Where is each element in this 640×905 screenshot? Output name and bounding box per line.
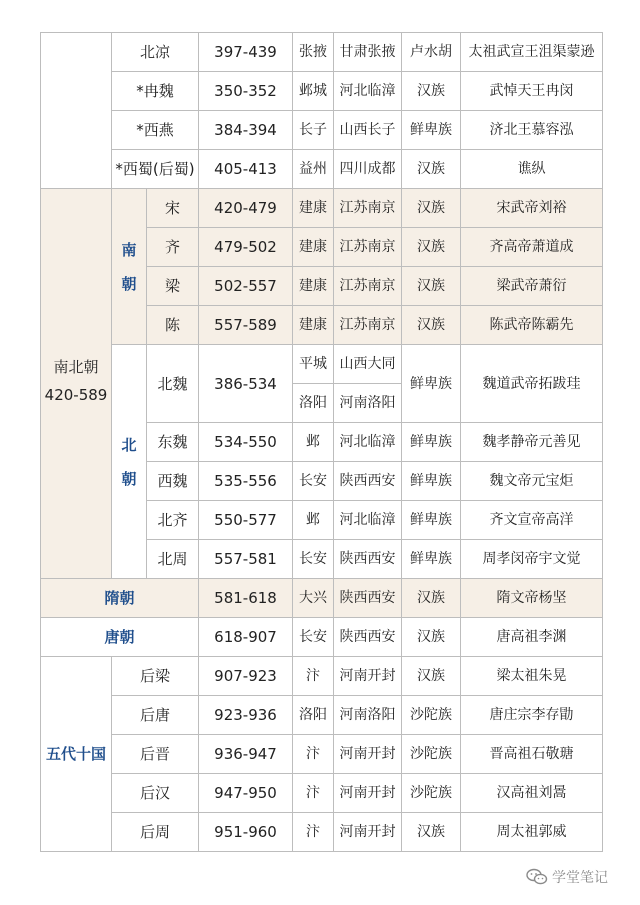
subperiod-char: 南 bbox=[121, 240, 137, 259]
founder: 武悼天王冉闵 bbox=[461, 72, 603, 111]
capital: 建康 bbox=[293, 267, 334, 306]
location: 山西长子 bbox=[334, 111, 402, 150]
capital: 汴 bbox=[293, 774, 334, 813]
ethnicity: 汉族 bbox=[402, 618, 461, 657]
subperiod-char: 北 bbox=[121, 435, 137, 454]
period-nanbeichao bbox=[41, 189, 112, 579]
ethnicity: 沙陀族 bbox=[402, 774, 461, 813]
capital: 邺 bbox=[293, 423, 334, 462]
dynasty-name: *冉魏 bbox=[112, 72, 199, 111]
years: 557-589 bbox=[199, 306, 293, 345]
founder: 汉高祖刘暠 bbox=[461, 774, 603, 813]
location: 山西大同 bbox=[334, 345, 402, 384]
dynasty-name: 东魏 bbox=[147, 423, 199, 462]
founder: 周太祖郭威 bbox=[461, 813, 603, 852]
dynasty-name: 宋 bbox=[147, 189, 199, 228]
capital: 建康 bbox=[293, 228, 334, 267]
location: 河北临漳 bbox=[334, 501, 402, 540]
table-row bbox=[41, 111, 603, 150]
watermark-text: 学堂笔记 bbox=[552, 870, 608, 886]
ethnicity: 汉族 bbox=[402, 228, 461, 267]
capital: 洛阳 bbox=[293, 384, 334, 423]
location: 江苏南京 bbox=[334, 189, 402, 228]
ethnicity: 沙陀族 bbox=[402, 696, 461, 735]
ethnicity: 汉族 bbox=[402, 150, 461, 189]
table-row bbox=[41, 735, 603, 774]
ethnicity: 鲜卑族 bbox=[402, 111, 461, 150]
founder: 晋高祖石敬瑭 bbox=[461, 735, 603, 774]
dynasty-table bbox=[40, 32, 603, 852]
subperiod-nanchao bbox=[112, 189, 147, 345]
ethnicity: 汉族 bbox=[402, 306, 461, 345]
years: 384-394 bbox=[199, 111, 293, 150]
ethnicity: 汉族 bbox=[402, 657, 461, 696]
dynasty-name: 后汉 bbox=[112, 774, 199, 813]
ethnicity: 鲜卑族 bbox=[402, 423, 461, 462]
years: 923-936 bbox=[199, 696, 293, 735]
subperiod-beichao bbox=[112, 345, 147, 579]
founder: 谯纵 bbox=[461, 150, 603, 189]
ethnicity: 鲜卑族 bbox=[402, 462, 461, 501]
ethnicity: 卢水胡 bbox=[402, 33, 461, 72]
capital: 汴 bbox=[293, 657, 334, 696]
years: 951-960 bbox=[199, 813, 293, 852]
location: 河南开封 bbox=[334, 657, 402, 696]
table-row bbox=[41, 657, 603, 696]
capital: 益州 bbox=[293, 150, 334, 189]
dynasty-name: 齐 bbox=[147, 228, 199, 267]
years: 535-556 bbox=[199, 462, 293, 501]
period-cell-blank bbox=[41, 33, 112, 189]
location: 河北临漳 bbox=[334, 72, 402, 111]
ethnicity: 鲜卑族 bbox=[402, 540, 461, 579]
dynasty-name: *西燕 bbox=[112, 111, 199, 150]
location: 河南开封 bbox=[334, 735, 402, 774]
dynasty-name: 后晋 bbox=[112, 735, 199, 774]
ethnicity: 沙陀族 bbox=[402, 735, 461, 774]
years: 557-581 bbox=[199, 540, 293, 579]
dynasty-name: 北周 bbox=[147, 540, 199, 579]
table-row bbox=[41, 696, 603, 735]
table-row bbox=[41, 150, 603, 189]
years: 550-577 bbox=[199, 501, 293, 540]
table-row bbox=[41, 33, 603, 72]
capital: 平城 bbox=[293, 345, 334, 384]
location: 河北临漳 bbox=[334, 423, 402, 462]
capital: 建康 bbox=[293, 306, 334, 345]
ethnicity: 汉族 bbox=[402, 813, 461, 852]
dynasty-name: 陈 bbox=[147, 306, 199, 345]
ethnicity: 汉族 bbox=[402, 189, 461, 228]
capital: 洛阳 bbox=[293, 696, 334, 735]
years: 479-502 bbox=[199, 228, 293, 267]
years: 947-950 bbox=[199, 774, 293, 813]
years: 534-550 bbox=[199, 423, 293, 462]
location: 陕西西安 bbox=[334, 540, 402, 579]
location: 河南开封 bbox=[334, 813, 402, 852]
table-row bbox=[41, 813, 603, 852]
location: 四川成都 bbox=[334, 150, 402, 189]
capital: 汴 bbox=[293, 735, 334, 774]
ethnicity: 汉族 bbox=[402, 72, 461, 111]
dynasty-name: 西魏 bbox=[147, 462, 199, 501]
location: 河南洛阳 bbox=[334, 384, 402, 423]
location: 江苏南京 bbox=[334, 228, 402, 267]
founder: 周孝闵帝宇文觉 bbox=[461, 540, 603, 579]
table-row-sui bbox=[41, 579, 603, 618]
founder: 齐文宣帝高洋 bbox=[461, 501, 603, 540]
dynasty-name: 后梁 bbox=[112, 657, 199, 696]
founder: 魏孝静帝元善见 bbox=[461, 423, 603, 462]
years: 581-618 bbox=[199, 579, 293, 618]
location: 河南开封 bbox=[334, 774, 402, 813]
founder: 隋文帝杨坚 bbox=[461, 579, 603, 618]
ethnicity: 鲜卑族 bbox=[402, 501, 461, 540]
capital: 大兴 bbox=[293, 579, 334, 618]
years: 420-479 bbox=[199, 189, 293, 228]
founder: 宋武帝刘裕 bbox=[461, 189, 603, 228]
dynasty-name: 梁 bbox=[147, 267, 199, 306]
capital: 汴 bbox=[293, 813, 334, 852]
dynasty-name: 北凉 bbox=[112, 33, 199, 72]
period-name: 南北朝 bbox=[53, 357, 99, 376]
capital: 长子 bbox=[293, 111, 334, 150]
years: 350-352 bbox=[199, 72, 293, 111]
founder: 魏文帝元宝炬 bbox=[461, 462, 603, 501]
dynasty-name: *西蜀(后蜀) bbox=[112, 150, 199, 189]
dynasty-name: 后唐 bbox=[112, 696, 199, 735]
subperiod-char: 朝 bbox=[121, 469, 137, 488]
dynasty-name: 唐朝 bbox=[41, 618, 199, 657]
founder: 齐高帝萧道成 bbox=[461, 228, 603, 267]
capital: 长安 bbox=[293, 462, 334, 501]
table-row-tang bbox=[41, 618, 603, 657]
location: 甘肃张掖 bbox=[334, 33, 402, 72]
years: 397-439 bbox=[199, 33, 293, 72]
table-row bbox=[41, 189, 603, 228]
years: 618-907 bbox=[199, 618, 293, 657]
founder: 陈武帝陈霸先 bbox=[461, 306, 603, 345]
capital: 张掖 bbox=[293, 33, 334, 72]
founder: 唐高祖李渊 bbox=[461, 618, 603, 657]
years: 907-923 bbox=[199, 657, 293, 696]
capital: 建康 bbox=[293, 189, 334, 228]
dynasty-name: 隋朝 bbox=[41, 579, 199, 618]
dynasty-name: 后周 bbox=[112, 813, 199, 852]
table-row bbox=[41, 774, 603, 813]
founder: 唐庄宗李存勖 bbox=[461, 696, 603, 735]
location: 江苏南京 bbox=[334, 267, 402, 306]
ethnicity: 鲜卑族 bbox=[402, 345, 461, 423]
capital: 邺 bbox=[293, 501, 334, 540]
dynasty-name: 北齐 bbox=[147, 501, 199, 540]
capital: 长安 bbox=[293, 540, 334, 579]
period-wudai: 五代十国 bbox=[41, 657, 112, 852]
ethnicity: 汉族 bbox=[402, 579, 461, 618]
table-row bbox=[41, 72, 603, 111]
founder: 太祖武宣王沮渠蒙逊 bbox=[461, 33, 603, 72]
wechat-icon bbox=[526, 868, 548, 886]
years: 936-947 bbox=[199, 735, 293, 774]
subperiod-char: 朝 bbox=[121, 274, 137, 293]
founder: 济北王慕容泓 bbox=[461, 111, 603, 150]
founder: 梁武帝萧衍 bbox=[461, 267, 603, 306]
years: 386-534 bbox=[199, 345, 293, 423]
dynasty-name: 北魏 bbox=[147, 345, 199, 423]
location: 陕西西安 bbox=[334, 462, 402, 501]
location: 陕西西安 bbox=[334, 618, 402, 657]
founder: 梁太祖朱晃 bbox=[461, 657, 603, 696]
capital: 长安 bbox=[293, 618, 334, 657]
watermark bbox=[526, 866, 608, 888]
location: 河南洛阳 bbox=[334, 696, 402, 735]
period-years: 420-589 bbox=[44, 385, 108, 404]
founder: 魏道武帝拓跋珪 bbox=[461, 345, 603, 423]
years: 405-413 bbox=[199, 150, 293, 189]
ethnicity: 汉族 bbox=[402, 267, 461, 306]
table-row bbox=[41, 345, 603, 384]
capital: 邺城 bbox=[293, 72, 334, 111]
years: 502-557 bbox=[199, 267, 293, 306]
location: 陕西西安 bbox=[334, 579, 402, 618]
location: 江苏南京 bbox=[334, 306, 402, 345]
